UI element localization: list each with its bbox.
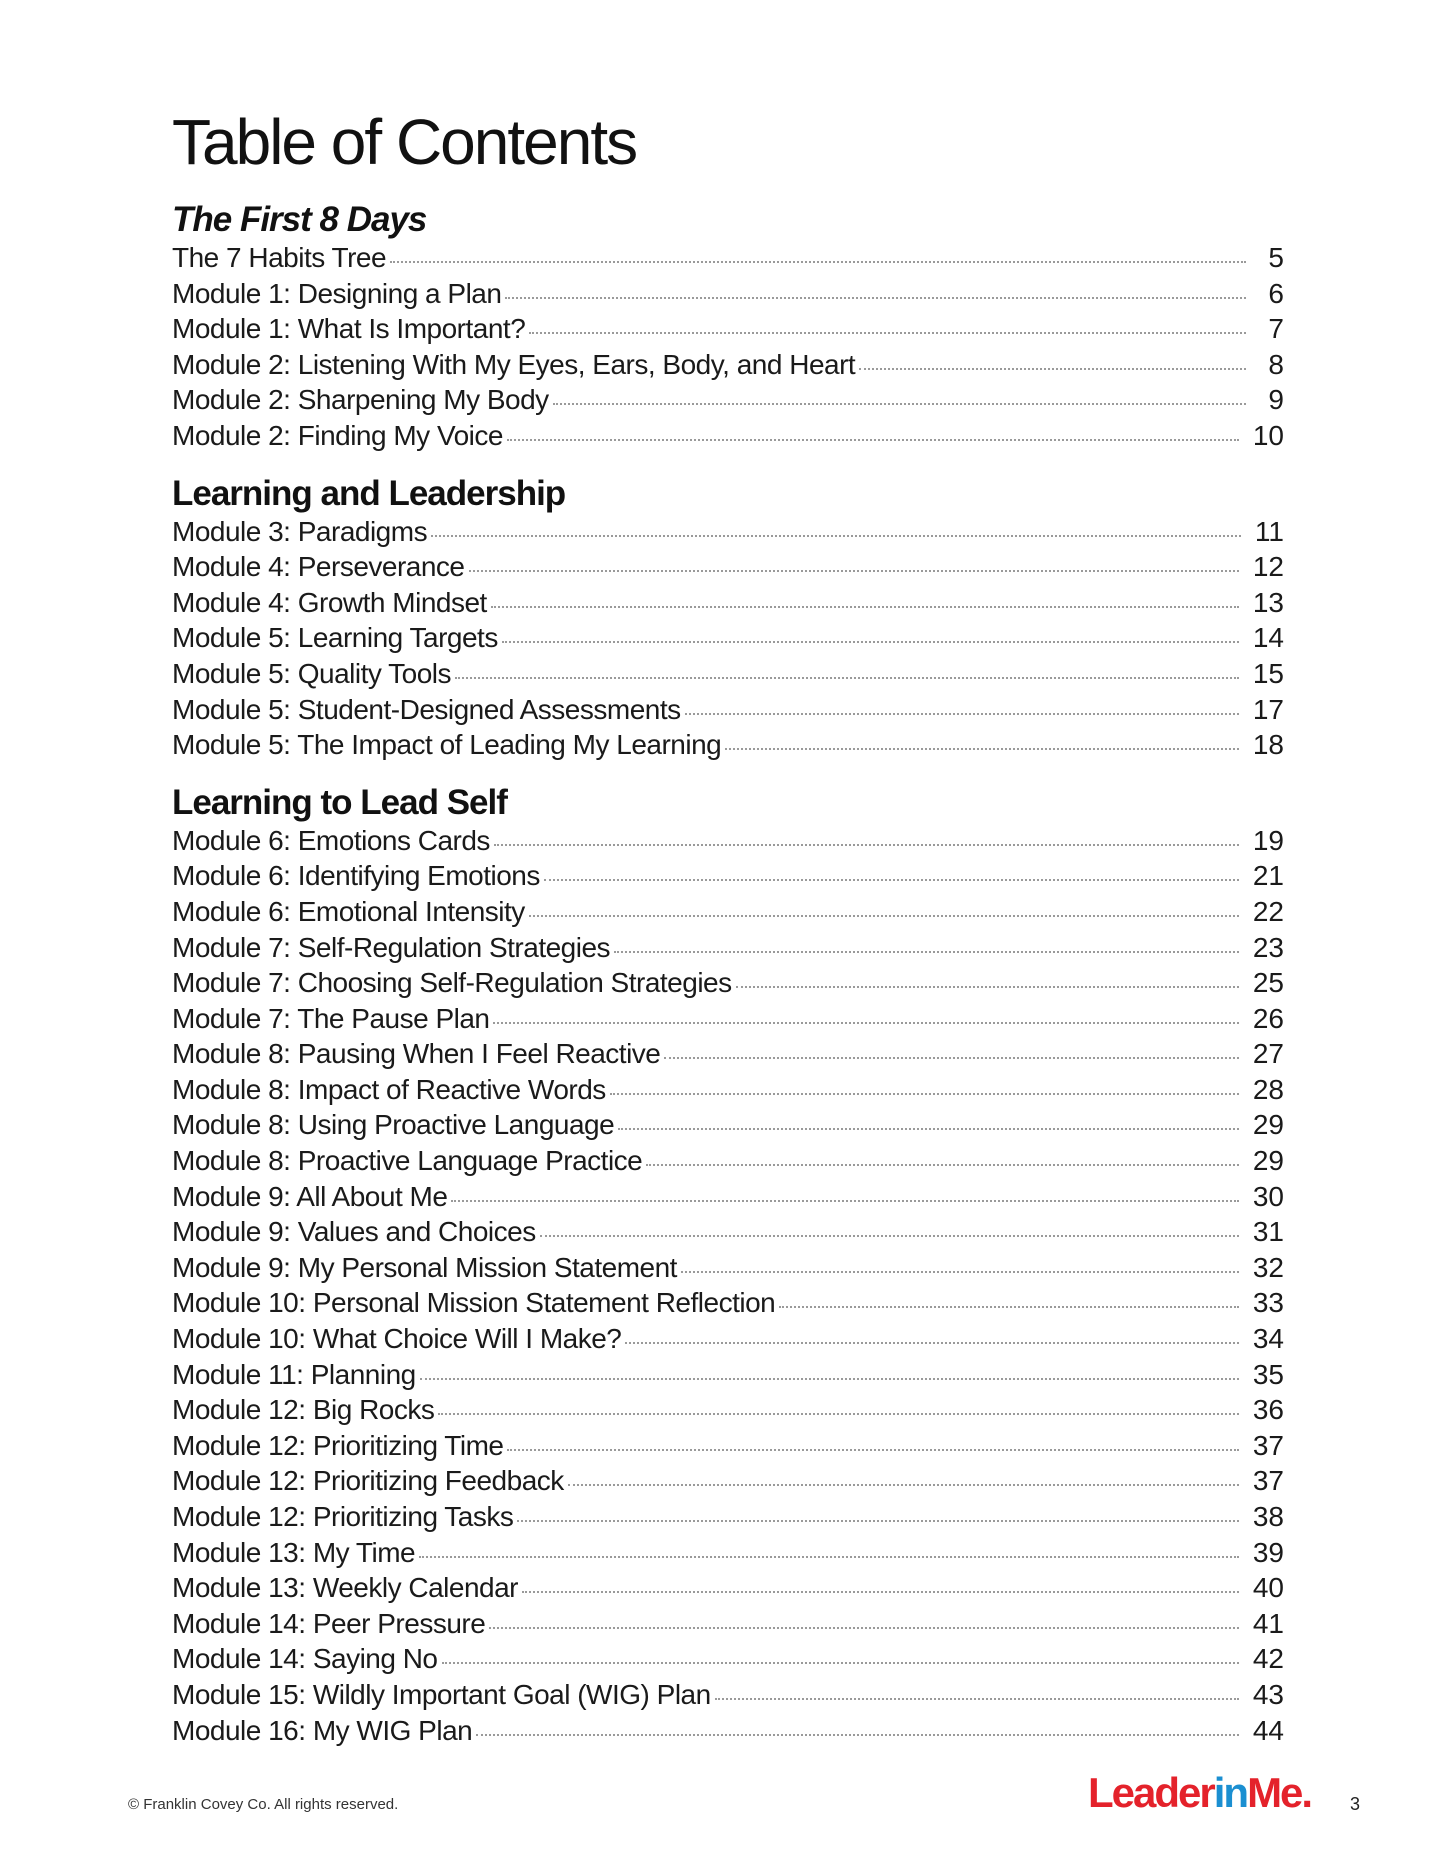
toc-entry	[172, 382, 1284, 418]
section-heading: Learning to Lead Self	[172, 782, 507, 822]
toc-entry-label: Module 13: My Time	[172, 1536, 416, 1568]
toc-entry-page: 41	[1252, 1607, 1284, 1639]
toc-entry-page: 36	[1252, 1394, 1284, 1426]
toc-entry-label: Module 12: Big Rocks	[172, 1394, 435, 1426]
toc-entry-page: 6	[1268, 277, 1284, 309]
toc-entry	[172, 1713, 1284, 1749]
dot-leader	[553, 403, 1246, 405]
toc-entry	[172, 549, 1284, 585]
dot-leader	[725, 748, 1239, 750]
dot-leader	[489, 1627, 1239, 1629]
toc-entry-page: 10	[1252, 419, 1284, 451]
toc-entry-page: 12	[1252, 551, 1284, 583]
dot-leader	[420, 1378, 1239, 1380]
dot-leader	[507, 439, 1239, 441]
dot-leader	[736, 986, 1239, 988]
dot-leader	[438, 1413, 1238, 1415]
toc-entry-page: 34	[1252, 1323, 1284, 1355]
toc-entry-page: 18	[1252, 729, 1284, 761]
toc-entry-page: 7	[1268, 313, 1284, 345]
toc-entry-page: 29	[1252, 1145, 1284, 1177]
toc-entry-page: 19	[1252, 824, 1284, 856]
toc-entry-page: 31	[1252, 1216, 1284, 1248]
page-number: 3	[1350, 1794, 1361, 1814]
toc-entry	[172, 514, 1284, 550]
dot-leader	[610, 1093, 1239, 1095]
dot-leader	[502, 641, 1239, 643]
toc-entry-page: 15	[1252, 657, 1284, 689]
toc-entry	[172, 1499, 1284, 1535]
toc-entry-page: 25	[1252, 967, 1284, 999]
toc-entry	[172, 1606, 1284, 1642]
entries-list	[172, 823, 1284, 1748]
toc-entry-label: Module 2: Finding My Voice	[172, 419, 503, 451]
toc-entry-label: Module 13: Weekly Calendar	[172, 1572, 519, 1604]
toc-entry	[172, 1179, 1284, 1215]
toc-entry-label: Module 16: My WIG Plan	[172, 1714, 473, 1746]
dot-leader	[469, 570, 1239, 572]
toc-entry-page: 30	[1252, 1180, 1284, 1212]
dot-leader	[476, 1734, 1239, 1736]
toc-entry	[172, 1214, 1284, 1250]
copyright-notice: © Franklin Covey Co. All rights reserved.	[128, 1796, 399, 1813]
toc-entry-page: 40	[1252, 1572, 1284, 1604]
toc-entry	[172, 585, 1284, 621]
toc-entry-label: Module 2: Listening With My Eyes, Ears, Body, and Heart	[172, 348, 856, 380]
dot-leader	[568, 1484, 1239, 1486]
entries-list	[172, 514, 1284, 763]
toc-entry-label: Module 7: The Pause Plan	[172, 1002, 490, 1034]
toc-entry-label: Module 6: Emotional Intensity	[172, 895, 525, 927]
toc-entry	[172, 311, 1284, 347]
toc-entry-label: Module 11: Planning	[172, 1358, 416, 1390]
dot-leader	[540, 1235, 1239, 1237]
toc-entry-page: 9	[1268, 384, 1284, 416]
toc-entry	[172, 1463, 1284, 1499]
toc-entry-page: 44	[1252, 1714, 1284, 1746]
dot-leader	[507, 1449, 1238, 1451]
toc-entry-page: 33	[1252, 1287, 1284, 1319]
toc-entry-label: Module 8: Using Proactive Language	[172, 1109, 615, 1141]
dot-leader	[715, 1698, 1239, 1700]
toc-entry-page: 22	[1252, 895, 1284, 927]
leader-in-me-logo	[1088, 1769, 1312, 1816]
toc-entry-page: 37	[1252, 1465, 1284, 1497]
toc-entry-label: Module 8: Proactive Language Practice	[172, 1145, 643, 1177]
toc-entry-page: 17	[1252, 693, 1284, 725]
toc-entry-page: 23	[1252, 931, 1284, 963]
toc-entry	[172, 1535, 1284, 1571]
toc-entry	[172, 1001, 1284, 1037]
toc-entry-label: Module 3: Paradigms	[172, 515, 428, 547]
dot-leader	[455, 677, 1239, 679]
toc-entry-page: 35	[1252, 1358, 1284, 1390]
toc-entry	[172, 418, 1284, 454]
toc-entry-page: 8	[1268, 348, 1284, 380]
toc-entry	[172, 1570, 1284, 1606]
dot-leader	[505, 297, 1246, 299]
dot-leader	[442, 1662, 1239, 1664]
toc-entry-label: Module 9: All About Me	[172, 1180, 448, 1212]
dot-leader	[625, 1342, 1238, 1344]
toc-entry-page: 28	[1252, 1073, 1284, 1105]
toc-entry	[172, 1677, 1284, 1713]
dot-leader	[491, 606, 1239, 608]
dot-leader	[451, 1200, 1238, 1202]
toc-entry	[172, 1392, 1284, 1428]
toc-entry	[172, 1036, 1284, 1072]
logo-part-in: in	[1213, 1769, 1248, 1816]
toc-entry-label: Module 4: Growth Mindset	[172, 586, 487, 618]
dot-leader	[517, 1520, 1238, 1522]
dot-leader	[779, 1306, 1239, 1308]
toc-entry	[172, 823, 1284, 859]
toc-entry-label: Module 5: The Impact of Leading My Learning	[172, 729, 722, 761]
toc-section-first-8-days	[172, 200, 1284, 454]
toc-entry-label: Module 12: Prioritizing Tasks	[172, 1501, 514, 1532]
dot-leader	[618, 1128, 1239, 1130]
toc-entry-label: Module 7: Choosing Self-Regulation Strategies	[172, 967, 732, 999]
toc-entry-page: 32	[1252, 1251, 1284, 1283]
toc-entry-page: 29	[1252, 1109, 1284, 1141]
toc-entry-label: The 7 Habits Tree	[172, 242, 387, 273]
dot-leader	[390, 261, 1246, 263]
toc-entry-label: Module 15: Wildly Important Goal (WIG) Plan	[172, 1678, 711, 1710]
dot-leader	[685, 713, 1239, 715]
logo-part-me: Me.	[1247, 1769, 1312, 1816]
dot-leader	[664, 1057, 1238, 1059]
toc-entry-page: 37	[1252, 1429, 1284, 1461]
toc-entry-label: Module 14: Saying No	[172, 1643, 438, 1675]
toc-entry-page: 39	[1252, 1536, 1284, 1568]
section-heading: Learning and Leadership	[172, 473, 566, 513]
toc-entry-label: Module 2: Sharpening My Body	[172, 384, 549, 416]
toc-entry	[172, 276, 1284, 312]
toc-entry-label: Module 5: Learning Targets	[172, 622, 498, 654]
toc-entry-label: Module 1: What Is Important?	[172, 313, 526, 345]
toc-section-learning-to-lead-self	[172, 783, 1284, 1748]
toc-entry	[172, 965, 1284, 1001]
table-of-contents	[172, 200, 1284, 1768]
toc-entry-label: Module 10: What Choice Will I Make?	[172, 1323, 622, 1355]
dot-leader	[431, 535, 1241, 537]
toc-entry	[172, 930, 1284, 966]
toc-entry-label: Module 6: Emotions Cards	[172, 824, 490, 856]
toc-entry-label: Module 8: Impact of Reactive Words	[172, 1073, 606, 1105]
toc-entry	[172, 692, 1284, 728]
toc-entry	[172, 1250, 1284, 1286]
toc-entry-label: Module 4: Perseverance	[172, 551, 465, 583]
toc-entry-label: Module 5: Quality Tools	[172, 657, 452, 689]
section-heading: The First 8 Days	[172, 200, 427, 239]
toc-entry	[172, 347, 1284, 383]
toc-entry-page: 43	[1252, 1678, 1284, 1710]
toc-entry-page: 13	[1252, 586, 1284, 618]
toc-entry-page: 42	[1252, 1643, 1284, 1675]
toc-entry	[172, 1285, 1284, 1321]
toc-entry	[172, 656, 1284, 692]
toc-entry-label: Module 12: Prioritizing Feedback	[172, 1465, 564, 1497]
toc-entry	[172, 620, 1284, 656]
toc-entry-label: Module 6: Identifying Emotions	[172, 860, 540, 892]
toc-entry-page: 38	[1252, 1501, 1284, 1532]
dot-leader	[419, 1556, 1239, 1558]
page-title: Table of Contents	[172, 106, 637, 178]
toc-entry-page: 11	[1254, 515, 1284, 547]
logo-part-leader: Leader	[1088, 1769, 1214, 1816]
toc-entry-page: 14	[1252, 622, 1284, 654]
dot-leader	[544, 879, 1239, 881]
toc-entry	[172, 1428, 1284, 1464]
dot-leader	[529, 915, 1239, 917]
toc-entry-label: Module 1: Designing a Plan	[172, 277, 502, 309]
toc-entry	[172, 240, 1284, 276]
toc-entry-label: Module 7: Self-Regulation Strategies	[172, 931, 611, 963]
dot-leader	[614, 951, 1239, 953]
dot-leader	[681, 1271, 1239, 1273]
toc-entry	[172, 858, 1284, 894]
toc-entry	[172, 1641, 1284, 1677]
toc-entry-label: Module 14: Peer Pressure	[172, 1607, 486, 1639]
toc-entry	[172, 1357, 1284, 1393]
toc-entry-page: 27	[1252, 1038, 1284, 1070]
toc-entry-label: Module 9: My Personal Mission Statement	[172, 1251, 677, 1283]
toc-entry-label: Module 9: Values and Choices	[172, 1216, 536, 1248]
toc-entry-label: Module 5: Student-Designed Assessments	[172, 693, 681, 725]
dot-leader	[859, 368, 1246, 370]
toc-entry	[172, 1143, 1284, 1179]
toc-entry-page: 5	[1268, 242, 1284, 273]
toc-entry-page: 21	[1252, 860, 1284, 892]
toc-entry-label: Module 8: Pausing When I Feel Reactive	[172, 1038, 661, 1070]
toc-entry-page: 26	[1252, 1002, 1284, 1034]
toc-entry	[172, 1072, 1284, 1108]
dot-leader	[529, 332, 1246, 334]
toc-entry	[172, 894, 1284, 930]
dot-leader	[522, 1591, 1239, 1593]
toc-entry	[172, 1321, 1284, 1357]
dot-leader	[494, 844, 1239, 846]
toc-entry-label: Module 10: Personal Mission Statement Reflection	[172, 1287, 776, 1319]
toc-entry	[172, 727, 1284, 763]
dot-leader	[493, 1022, 1238, 1024]
dot-leader	[646, 1164, 1239, 1166]
toc-section-learning-and-leadership	[172, 474, 1284, 763]
toc-entry-label: Module 12: Prioritizing Time	[172, 1429, 504, 1461]
entries-list	[172, 240, 1284, 454]
toc-entry	[172, 1107, 1284, 1143]
